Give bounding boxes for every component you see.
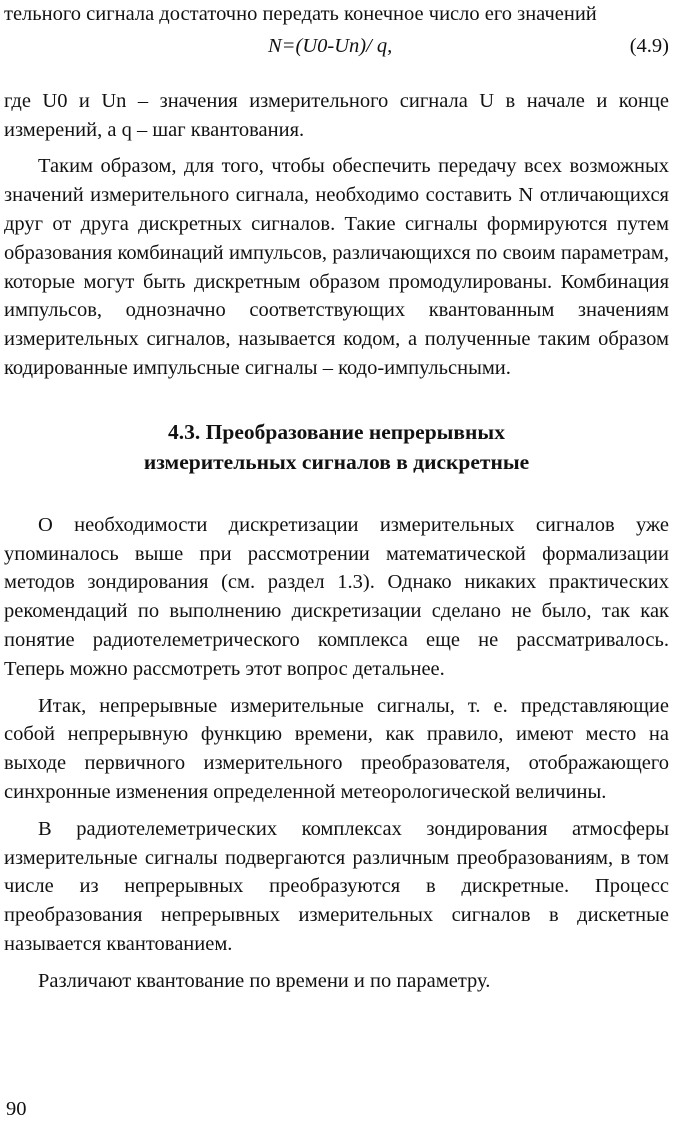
paragraph-where: где U0 и Un – значения измерительного сигнала U в начале и конце измерений, а q – шаг квантования. [4, 89, 669, 141]
formula-4-9 [4, 31, 669, 61]
paragraph-quantization-types: Различают квантование по времени и по параметру. [38, 969, 491, 992]
continuation-text: тельного сигнала достаточно передать конечное число его значений [4, 3, 597, 25]
formula-number: (4.9) [629, 34, 669, 57]
paragraph-transmission: Таким образом, для того, чтобы обеспечить передачу всех возможных значений измерительного сигнала, необходимо составить N отличающихся друг от друга дискретных сигналов. Такие сигналы формируются путем образования комбинаций импульсов, различающихся по своим параметрам, которые могут быть дискретным образом промодулированы. Комбинация импульсов, однозначно соответствующих квантованным значениям измерительных сигналов, называется кодом, а полученные таким образом кодированные импульсные сигналы – кодо-импульсными. [4, 155, 669, 379]
page-number: 90 [6, 1098, 27, 1120]
formula-expression: N=(U0-Un)/ q, [268, 34, 393, 57]
paragraph-continuous-signals: Итак, непрерывные измерительные сигналы, т. е. представляющие собой непрерывную функцию времени, как правило, имеют место на выходе первичного измерительного преобразователя, отображающего синхронные изменения определенной метеорологической величины. [4, 694, 669, 803]
paragraph-telemetry: В радиотелеметрических комплексах зондирования атмосферы измерительные сигналы подвергаются различным преобразованиям, в том числе из непрерывных преобразуются в дискретные. Процесс преобразования непрерывных измерительных сигналов в дискетные называется квантованием. [4, 817, 669, 955]
paragraph-discretization: О необходимости дискретизации измерительных сигналов уже упоминалось выше при рассмотрении математической формализации методов зондирования (см. раздел 1.3). Однако никаких практических рекомендаций по выполнению дискретизации сделано не было, так как понятие радиотелеметрического комплекса еще не рассматривалось. Теперь можно рассмотреть этот вопрос детальнее. [4, 513, 669, 680]
section-title-line-2: измерительных сигналов в дискретные [143, 449, 530, 474]
section-title-line-1: 4.3. Преобразование непрерывных [168, 419, 505, 444]
section-heading [4, 417, 669, 477]
document-page [4, 0, 669, 996]
